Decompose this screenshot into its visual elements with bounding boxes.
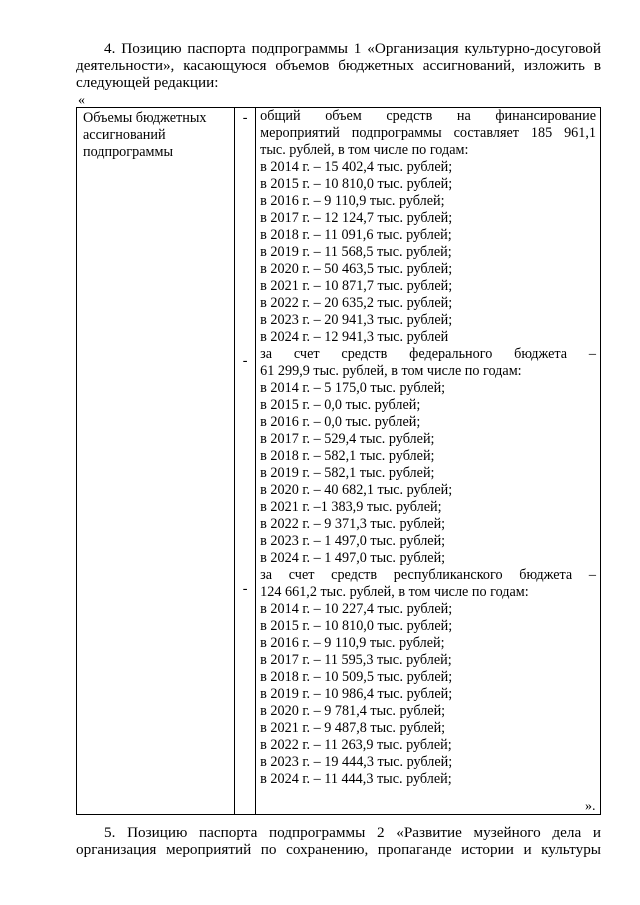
republican-lead-line-1: за счет средств республиканского бюджета – <box>260 567 596 583</box>
list-item: в 2017 г. – 11 595,3 тыс. рублей; <box>260 652 452 668</box>
list-item: в 2016 г. – 9 110,9 тыс. рублей; <box>260 635 445 651</box>
list-item: в 2021 г. – 9 487,8 тыс. рублей; <box>260 720 446 736</box>
dash-spacer <box>235 386 255 579</box>
list-item: в 2024 г. – 1 497,0 тыс. рублей; <box>260 550 446 566</box>
list-item: в 2017 г. – 529,4 тыс. рублей; <box>260 431 435 447</box>
list-item: в 2018 г. – 582,1 тыс. рублей; <box>260 448 435 464</box>
list-item: в 2023 г. – 20 941,3 тыс. рублей; <box>260 312 453 328</box>
republican-budget-block <box>260 567 596 788</box>
paragraph-5-line-1: 5. Позицию паспорта подпрограммы 2 «Развитие музейного дела и <box>104 824 601 841</box>
list-item: в 2014 г. – 10 227,4 тыс. рублей; <box>260 601 453 617</box>
total-years-list <box>260 159 596 346</box>
republican-years-list <box>260 601 596 788</box>
closing-quote: ». <box>585 799 596 814</box>
passport-table <box>76 107 601 815</box>
paragraph-4 <box>76 40 601 91</box>
list-item: в 2020 г. – 9 781,4 тыс. рублей; <box>260 703 446 719</box>
budget-allocations-label: Объемы бюджетных ассигнований подпрограммы <box>83 110 207 160</box>
list-item: в 2023 г. – 19 444,3 тыс. рублей; <box>260 754 453 770</box>
dash-spacer <box>235 614 255 814</box>
label-cell <box>77 108 235 815</box>
list-item: в 2022 г. – 9 371,3 тыс. рублей; <box>260 516 446 532</box>
list-item: в 2024 г. – 11 444,3 тыс. рублей; <box>260 771 452 787</box>
list-item: в 2020 г. – 40 682,1 тыс. рублей; <box>260 482 453 498</box>
paragraph-4-line-3: следующей редакции: <box>76 74 219 91</box>
total-lead-line-3: тыс. рублей, в том числе по годам: <box>260 142 469 158</box>
list-item: в 2021 г. – 10 871,7 тыс. рублей; <box>260 278 453 294</box>
federal-years-list <box>260 380 596 567</box>
table-row <box>77 108 601 815</box>
list-item: в 2020 г. – 50 463,5 тыс. рублей; <box>260 261 453 277</box>
list-item: в 2021 г. –1 383,9 тыс. рублей; <box>260 499 442 515</box>
list-item: в 2019 г. – 10 986,4 тыс. рублей; <box>260 686 453 702</box>
list-item: в 2015 г. – 10 810,0 тыс. рублей; <box>260 618 453 634</box>
list-item: в 2018 г. – 11 091,6 тыс. рублей; <box>260 227 452 243</box>
dash-spacer <box>235 143 255 351</box>
list-item: в 2019 г. – 582,1 тыс. рублей; <box>260 465 435 481</box>
values-cell <box>256 108 601 815</box>
paragraph-5 <box>76 824 601 858</box>
republican-lead-line-2: 124 661,2 тыс. рублей, в том числе по годам: <box>260 584 529 600</box>
federal-lead-line-1: за счет средств федерального бюджета – <box>260 346 596 362</box>
list-item: в 2016 г. – 9 110,9 тыс. рублей; <box>260 193 445 209</box>
list-item: в 2017 г. – 12 124,7 тыс. рублей; <box>260 210 453 226</box>
list-item: в 2022 г. – 20 635,2 тыс. рублей; <box>260 295 453 311</box>
list-item: в 2019 г. – 11 568,5 тыс. рублей; <box>260 244 452 260</box>
federal-budget-block <box>260 346 596 567</box>
dash-marker: - <box>242 581 248 597</box>
paragraph-4-line-1: 4. Позицию паспорта подпрограммы 1 «Организация культурно-досуговой <box>104 40 601 57</box>
dash-column <box>235 108 256 815</box>
dash-marker: - <box>242 110 248 126</box>
list-item: в 2014 г. – 5 175,0 тыс. рублей; <box>260 380 446 396</box>
dash-marker: - <box>242 353 248 369</box>
list-item: в 2022 г. – 11 263,9 тыс. рублей; <box>260 737 452 753</box>
opening-quote: « <box>78 93 85 108</box>
federal-lead-line-2: 61 299,9 тыс. рублей, в том числе по годам: <box>260 363 522 379</box>
list-item: в 2014 г. – 15 402,4 тыс. рублей; <box>260 159 453 175</box>
list-item: в 2024 г. – 12 941,3 тыс. рублей <box>260 329 449 345</box>
total-funding-block <box>260 108 596 346</box>
list-item: в 2023 г. – 1 497,0 тыс. рублей; <box>260 533 446 549</box>
list-item: в 2015 г. – 10 810,0 тыс. рублей; <box>260 176 453 192</box>
total-lead-line-2: мероприятий подпрограммы составляет 185 961,1 <box>260 125 596 141</box>
total-lead-line-1: общий объем средств на финансирование <box>260 108 596 124</box>
paragraph-4-line-2: деятельности», касающуюся объемов бюджетных ассигнований, изложить в <box>76 57 601 74</box>
list-item: в 2018 г. – 10 509,5 тыс. рублей; <box>260 669 453 685</box>
paragraph-5-line-2: организация мероприятий по сохранению, пропаганде истории и культуры <box>76 841 601 858</box>
list-item: в 2016 г. – 0,0 тыс. рублей; <box>260 414 421 430</box>
list-item: в 2015 г. – 0,0 тыс. рублей; <box>260 397 421 413</box>
